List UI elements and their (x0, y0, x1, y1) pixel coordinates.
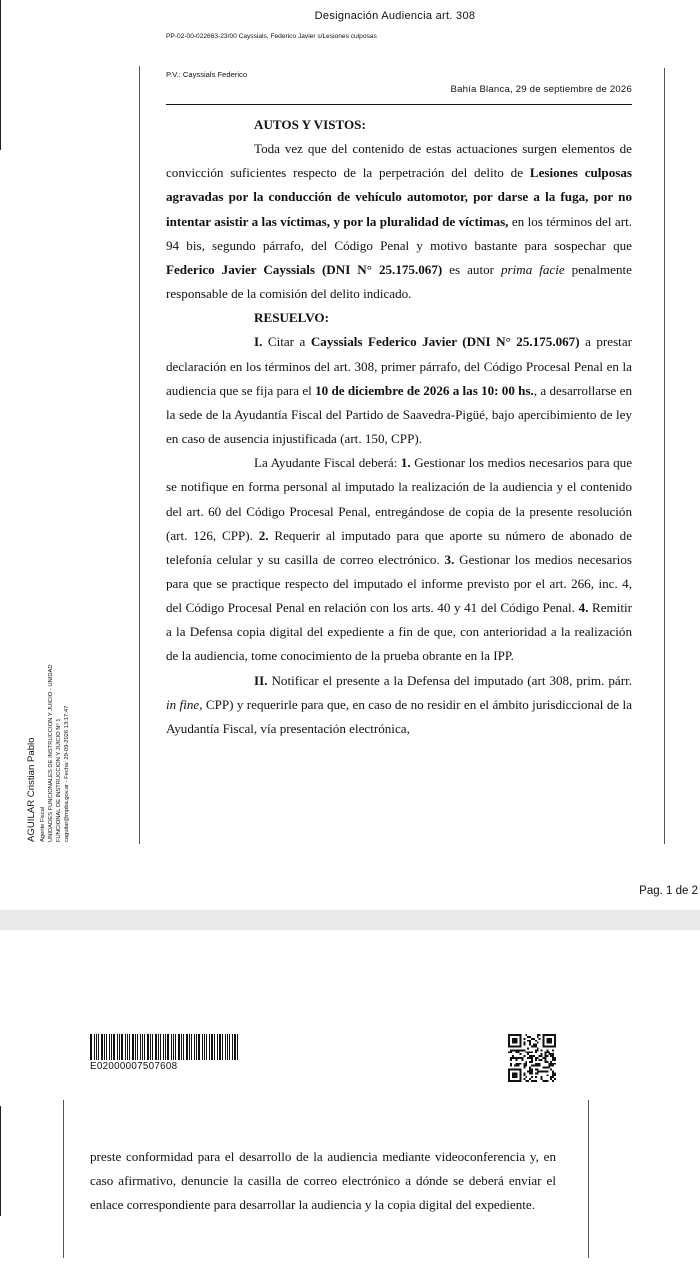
signature-email-date: caguilar@mpba.gov.ar - Fecha: 29-09-2026 13:17:47 (64, 705, 70, 842)
resuelvo-heading: RESUELVO: (254, 310, 329, 326)
paragraph-continuation: preste conformidad para el desarrollo de la audiencia mediante videoconferencia y, en caso afirmativo, denuncie la casilla de correo electrónico a dónde se deberá enviar el enlace correspondiente para desarrollar la audiencia y la copia digital del expediente. (90, 1149, 556, 1213)
signature-unit-line-2: FUNCIONAL DE INSTRUCCION Y JUICIO Nº 1 (56, 718, 62, 842)
pv-label: P.V.: Cayssials Federico (166, 70, 248, 79)
barcode (90, 1034, 240, 1072)
signature-name: AGUILAR Cristian Pablo (26, 737, 37, 842)
header-title: Designación Audiencia art. 308 (314, 10, 476, 22)
page-number: Pag. 1 de 2 (639, 885, 698, 897)
barcode-number: E02000007507608 (90, 1061, 178, 1072)
left-margin-line (63, 1100, 64, 1258)
crop-mark (0, 1106, 1, 1216)
case-reference: PP-02-00-022663-23/00 Cayssials, Federico Javier s/Lesiones culposas (166, 33, 377, 40)
right-margin-line (588, 1100, 589, 1258)
right-margin-line (664, 68, 665, 844)
paragraph-resolution-1: I. Citar a Cayssials Federico Javier (DNI N° 25.175.067) a prestar declaración en los términos del art. 308, primer párrafo, del Código Procesal Penal en la audiencia que se fija para el 10 de diciembre de 2026 a las 10: 00 hs., a desarrollarse en la sede de la Ayudantía Fiscal del Partido de Saavedra-Pigüé, bajo apercibimiento de ley en caso de ausencia injustificada (art. 150, CPP). (166, 334, 633, 447)
header-rule (166, 104, 632, 105)
paragraph-fiscal-tasks: La Ayudante Fiscal deberá: 1. Gestionar los medios necesarios para que se notifique en forma personal al imputado la realización de la audiencia y el contenido del art. 60 del Código Procesal Penal, entregándose de copia de la presente resolución (art. 126, CPP). 2. Requerir al imputado para que aporte su número de abonado de telefonía celular y su casilla de correo electrónico. 3. Gestionar los medios necesarios para que se practique respecto del imputado el informe previsto por el art. 266, inc. 4, del Código Procesal Penal en relación con los arts. 40 y 41 del Código Penal. 4. Remitir a la Defensa copia digital del expediente a fin de que, con anterioridad a la realización de la audiencia, tome conocimiento de la prueba obrante en la IPP. (166, 455, 633, 664)
dateline: Bahía Blanca, 29 de septiembre de 2026 (450, 84, 632, 95)
signature-role: Agente Fiscal (40, 806, 46, 842)
paragraph-resolution-2: II. Notificar el presente a la Defensa del imputado (art 308, prim. párr. in fine, CPP) y requerirle para que, en caso de no residir en el ámbito jurisdiccional de la Ayudantía Fiscal, vía presentación electrónica, (166, 672, 633, 736)
autos-heading: AUTOS Y VISTOS: (254, 117, 366, 132)
signature-unit-line-1: UNIDADES FUNCIONALES DE INSTRUCCION Y JUICIO - UNIDAD (48, 664, 54, 842)
left-margin-line (139, 66, 140, 844)
crop-mark (0, 0, 1, 150)
document-body (166, 113, 632, 741)
digital-signature-stamp (20, 584, 100, 844)
document-body-continued (90, 1145, 556, 1218)
paragraph-autos: Toda vez que del contenido de estas actuaciones surgen elementos de convicción suficientes respecto de la perpetración del delito de Lesiones culposas agravadas por la conducción de vehículo automotor, por darse a la fuga, por no intentar asistir a las víctimas, y por la pluralidad de víctimas, en los términos del art. 94 bis, segundo párrafo, del Código Penal y motivo bastante para sospechar que Federico Javier Cayssials (DNI N° 25.175.067) es autor prima facie penalmente responsable de la comisión del delito indicado. (166, 141, 632, 302)
qr-code (508, 1034, 556, 1082)
document-page-2 (0, 930, 700, 1280)
barcode-bars (90, 1034, 240, 1060)
